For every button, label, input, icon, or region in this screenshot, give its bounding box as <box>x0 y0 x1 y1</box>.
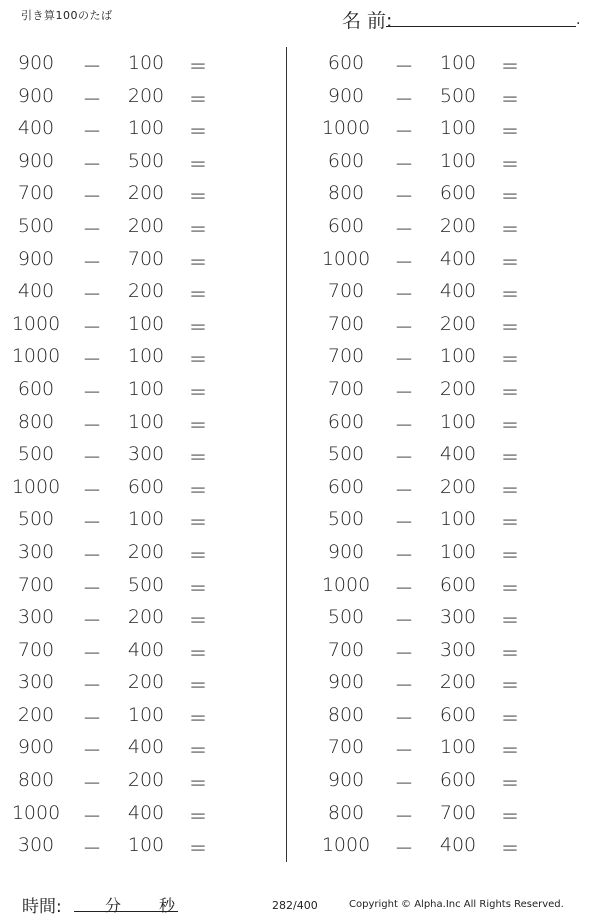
minuend: 900 <box>17 52 55 74</box>
subtrahend: 600 <box>127 475 165 498</box>
subtrahend: 500 <box>127 149 165 172</box>
minuend: 700 <box>327 345 365 368</box>
minus-sign: － <box>82 740 102 763</box>
subtrahend: 300 <box>439 606 477 629</box>
minus-sign: － <box>82 186 102 209</box>
minus-sign: － <box>394 121 414 144</box>
minuend: 800 <box>17 769 55 792</box>
page-number: 282/400 <box>272 899 318 912</box>
equals-sign: ＝ <box>188 577 208 600</box>
minuend: 900 <box>17 149 55 172</box>
minuend: 300 <box>17 606 55 629</box>
minuend: 400 <box>17 117 55 140</box>
equals-sign: ＝ <box>188 479 208 502</box>
minus-sign: － <box>394 186 414 209</box>
equals-sign: ＝ <box>500 642 520 665</box>
minuend: 800 <box>17 410 55 433</box>
equals-sign: ＝ <box>500 218 520 241</box>
minuend: 900 <box>327 769 365 792</box>
equals-sign: ＝ <box>188 610 208 633</box>
equals-sign: ＝ <box>188 381 208 404</box>
subtrahend: 100 <box>439 736 477 759</box>
minuend: 800 <box>327 182 365 205</box>
equals-sign: ＝ <box>188 251 208 274</box>
minuend: 500 <box>17 443 55 466</box>
equals-sign: ＝ <box>500 88 520 111</box>
minus-sign: － <box>394 838 414 861</box>
subtrahend: 400 <box>127 736 165 759</box>
minus-sign: － <box>82 349 102 372</box>
subtrahend: 200 <box>127 214 165 237</box>
minus-sign: － <box>82 479 102 502</box>
subtrahend: 400 <box>127 801 165 824</box>
subtrahend: 100 <box>439 345 477 368</box>
subtrahend: 100 <box>127 410 165 433</box>
equals-sign: ＝ <box>500 577 520 600</box>
name-write-line <box>386 26 576 27</box>
subtrahend: 400 <box>439 247 477 270</box>
minus-sign: － <box>82 773 102 796</box>
subtrahend: 100 <box>439 540 477 563</box>
subtrahend: 100 <box>127 703 165 726</box>
minus-sign: － <box>82 447 102 470</box>
equals-sign: ＝ <box>188 414 208 437</box>
subtrahend: 200 <box>127 280 165 303</box>
subtrahend: 100 <box>439 117 477 140</box>
minus-sign: － <box>82 642 102 665</box>
seconds-label: 秒 <box>159 896 176 915</box>
minuend: 400 <box>17 280 55 303</box>
subtrahend: 200 <box>127 769 165 792</box>
minus-sign: － <box>394 349 414 372</box>
minuend: 700 <box>17 573 55 596</box>
equals-sign: ＝ <box>188 838 208 861</box>
equals-sign: ＝ <box>500 56 520 78</box>
minus-sign: － <box>82 577 102 600</box>
equals-sign: ＝ <box>188 642 208 665</box>
minus-sign: － <box>394 88 414 111</box>
equals-sign: ＝ <box>500 447 520 470</box>
equals-sign: ＝ <box>500 316 520 339</box>
minuend: 600 <box>327 475 365 498</box>
subtrahend: 200 <box>127 84 165 107</box>
equals-sign: ＝ <box>500 707 520 730</box>
equals-sign: ＝ <box>500 153 520 176</box>
equals-sign: ＝ <box>188 773 208 796</box>
equals-sign: ＝ <box>500 349 520 372</box>
equals-sign: ＝ <box>500 284 520 307</box>
equals-sign: ＝ <box>500 838 520 861</box>
subtrahend: 500 <box>127 573 165 596</box>
minus-sign: － <box>394 251 414 274</box>
equals-sign: ＝ <box>188 544 208 567</box>
minus-sign: － <box>394 284 414 307</box>
subtrahend: 600 <box>439 573 477 596</box>
minus-sign: － <box>394 544 414 567</box>
minuend: 300 <box>17 671 55 694</box>
equals-sign: ＝ <box>500 121 520 144</box>
equals-sign: ＝ <box>188 186 208 209</box>
equals-sign: ＝ <box>500 479 520 502</box>
subtrahend: 500 <box>439 84 477 107</box>
minus-sign: － <box>394 479 414 502</box>
equals-sign: ＝ <box>188 349 208 372</box>
minuend: 300 <box>17 834 55 857</box>
minus-sign: － <box>394 414 414 437</box>
minus-sign: － <box>394 707 414 730</box>
subtrahend: 200 <box>439 671 477 694</box>
minuend: 500 <box>17 214 55 237</box>
worksheet-title: 引き算100のたば <box>21 9 113 22</box>
subtrahend: 100 <box>127 312 165 335</box>
minutes-label: 分 <box>105 896 122 915</box>
column-divider <box>286 47 287 862</box>
minus-sign: － <box>394 153 414 176</box>
minuend: 900 <box>327 84 365 107</box>
subtrahend: 200 <box>127 182 165 205</box>
subtrahend: 100 <box>439 508 477 531</box>
minuend: 700 <box>327 280 365 303</box>
equals-sign: ＝ <box>188 218 208 241</box>
equals-sign: ＝ <box>188 121 208 144</box>
minuend: 1000 <box>11 312 61 335</box>
minus-sign: － <box>82 218 102 241</box>
minus-sign: － <box>82 805 102 828</box>
minuend: 300 <box>17 540 55 563</box>
equals-sign: ＝ <box>500 186 520 209</box>
minuend: 500 <box>327 508 365 531</box>
equals-sign: ＝ <box>188 512 208 535</box>
minus-sign: － <box>82 838 102 861</box>
minus-sign: － <box>82 251 102 274</box>
subtrahend: 600 <box>439 703 477 726</box>
minuend: 900 <box>17 84 55 107</box>
minus-sign: － <box>394 381 414 404</box>
minus-sign: － <box>82 675 102 698</box>
minus-sign: － <box>394 218 414 241</box>
equals-sign: ＝ <box>188 88 208 111</box>
minus-sign: － <box>82 381 102 404</box>
minus-sign: － <box>82 414 102 437</box>
minus-sign: － <box>82 610 102 633</box>
minus-sign: － <box>394 675 414 698</box>
minuend: 800 <box>327 801 365 824</box>
equals-sign: ＝ <box>500 773 520 796</box>
equals-sign: ＝ <box>188 675 208 698</box>
copyright-text: Copyright © Alpha.Inc All Rights Reserved. <box>349 899 564 910</box>
minuend: 200 <box>17 703 55 726</box>
subtrahend: 300 <box>127 443 165 466</box>
minuend: 1000 <box>321 834 371 857</box>
equals-sign: ＝ <box>500 544 520 567</box>
minuend: 600 <box>327 149 365 172</box>
minuend: 1000 <box>11 801 61 824</box>
subtrahend: 100 <box>127 117 165 140</box>
subtrahend: 200 <box>127 671 165 694</box>
time-label: 時間: <box>22 897 62 917</box>
minus-sign: － <box>394 642 414 665</box>
minus-sign: － <box>394 447 414 470</box>
subtrahend: 200 <box>439 214 477 237</box>
subtrahend: 100 <box>439 52 477 74</box>
equals-sign: ＝ <box>500 381 520 404</box>
equals-sign: ＝ <box>500 805 520 828</box>
minus-sign: － <box>394 740 414 763</box>
subtrahend: 700 <box>127 247 165 270</box>
equals-sign: ＝ <box>500 251 520 274</box>
subtrahend: 100 <box>127 508 165 531</box>
minus-sign: － <box>82 153 102 176</box>
subtrahend: 400 <box>439 280 477 303</box>
equals-sign: ＝ <box>500 512 520 535</box>
subtrahend: 600 <box>439 182 477 205</box>
minus-sign: － <box>394 577 414 600</box>
minus-sign: － <box>82 284 102 307</box>
minus-sign: － <box>394 805 414 828</box>
subtrahend: 100 <box>127 834 165 857</box>
minuend: 900 <box>17 247 55 270</box>
minuend: 700 <box>327 736 365 759</box>
equals-sign: ＝ <box>500 414 520 437</box>
minuend: 1000 <box>11 475 61 498</box>
minuend: 600 <box>327 52 365 74</box>
subtrahend: 200 <box>127 540 165 563</box>
equals-sign: ＝ <box>188 740 208 763</box>
minus-sign: － <box>394 610 414 633</box>
equals-sign: ＝ <box>188 284 208 307</box>
minuend: 700 <box>327 638 365 661</box>
subtrahend: 100 <box>127 345 165 368</box>
subtrahend: 200 <box>127 606 165 629</box>
minuend: 900 <box>327 540 365 563</box>
subtrahend: 400 <box>439 443 477 466</box>
subtrahend: 100 <box>127 377 165 400</box>
minus-sign: － <box>82 512 102 535</box>
name-label: 名 前: <box>342 10 393 32</box>
minus-sign: － <box>82 88 102 111</box>
minus-sign: － <box>394 316 414 339</box>
minus-sign: － <box>82 707 102 730</box>
equals-sign: ＝ <box>500 740 520 763</box>
minuend: 600 <box>17 377 55 400</box>
minuend: 600 <box>327 410 365 433</box>
subtrahend: 700 <box>439 801 477 824</box>
minuend: 700 <box>327 377 365 400</box>
equals-sign: ＝ <box>500 610 520 633</box>
minuend: 1000 <box>321 573 371 596</box>
equals-sign: ＝ <box>188 153 208 176</box>
subtrahend: 600 <box>439 769 477 792</box>
minus-sign: － <box>82 56 102 78</box>
equals-sign: ＝ <box>188 805 208 828</box>
minuend: 500 <box>327 606 365 629</box>
minus-sign: － <box>82 316 102 339</box>
minuend: 1000 <box>11 345 61 368</box>
equals-sign: ＝ <box>188 707 208 730</box>
subtrahend: 100 <box>127 52 165 74</box>
minus-sign: － <box>394 773 414 796</box>
equals-sign: ＝ <box>500 675 520 698</box>
minus-sign: － <box>394 512 414 535</box>
minuend: 1000 <box>321 247 371 270</box>
equals-sign: ＝ <box>188 447 208 470</box>
minus-sign: － <box>82 121 102 144</box>
minuend: 500 <box>327 443 365 466</box>
minuend: 700 <box>17 638 55 661</box>
equals-sign: ＝ <box>188 316 208 339</box>
subtrahend: 400 <box>439 834 477 857</box>
name-line-end: . <box>576 12 581 28</box>
equals-sign: ＝ <box>188 56 208 78</box>
minuend: 500 <box>17 508 55 531</box>
subtrahend: 200 <box>439 377 477 400</box>
minuend: 1000 <box>321 117 371 140</box>
minus-sign: － <box>394 56 414 78</box>
minuend: 700 <box>327 312 365 335</box>
subtrahend: 400 <box>127 638 165 661</box>
subtrahend: 300 <box>439 638 477 661</box>
minuend: 900 <box>327 671 365 694</box>
minus-sign: － <box>82 544 102 567</box>
subtrahend: 200 <box>439 312 477 335</box>
subtrahend: 200 <box>439 475 477 498</box>
minuend: 600 <box>327 214 365 237</box>
subtrahend: 100 <box>439 410 477 433</box>
minuend: 900 <box>17 736 55 759</box>
subtrahend: 100 <box>439 149 477 172</box>
minuend: 700 <box>17 182 55 205</box>
minuend: 800 <box>327 703 365 726</box>
